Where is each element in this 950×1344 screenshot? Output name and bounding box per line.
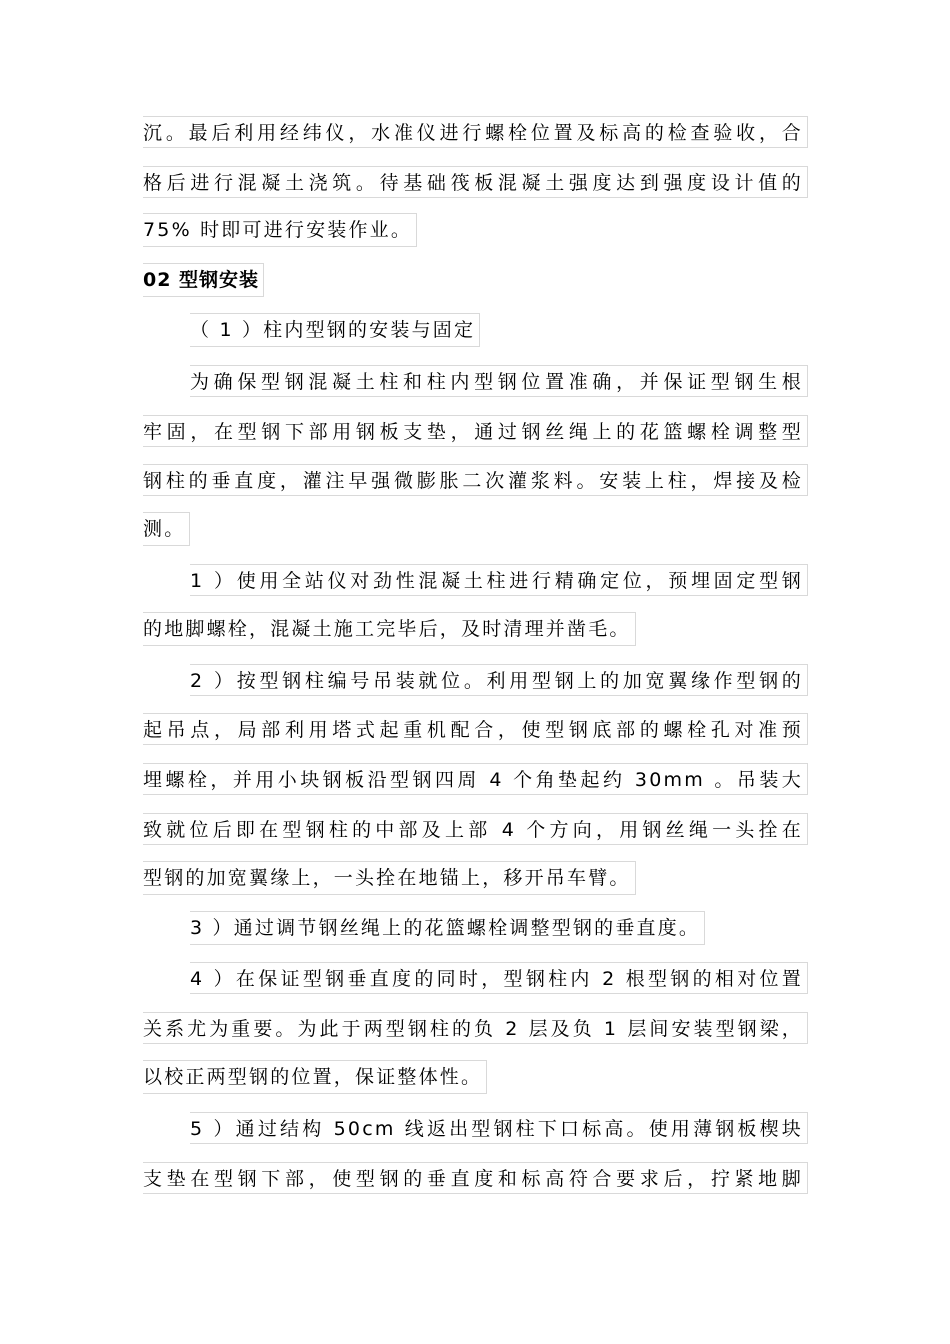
- text-line: [143, 646, 808, 696]
- text-line: [143, 148, 808, 198]
- text-line: [143, 347, 808, 397]
- line-text: 埋螺栓，并用小块钢板沿型钢四周 4 个角垫起约 30mm 。吊装大: [143, 763, 808, 795]
- text-line: [143, 795, 808, 845]
- line-text: 3 ）通过调节钢丝绳上的花篮螺栓调整型钢的垂直度。: [190, 911, 705, 945]
- text-line: [143, 1094, 808, 1144]
- line-text: 的地脚螺栓，混凝土施工完毕后，及时清理并凿毛。: [143, 612, 636, 646]
- line-text: 钢柱的垂直度，灌注早强微膨胀二次灌浆料。安装上柱，焊接及检: [143, 464, 808, 496]
- text-line: [143, 1144, 808, 1194]
- text-line: [143, 696, 808, 746]
- text-line: [143, 945, 808, 995]
- section-heading-text: 02 型钢安装: [143, 263, 264, 297]
- line-text: 致就位后即在型钢柱的中部及上部 4 个方向，用钢丝绳一头拴在: [143, 813, 808, 845]
- line-text: 型钢的加宽翼缘上，一头拴在地锚上，移开吊车臂。: [143, 861, 636, 895]
- line-text: 关系尤为重要。为此于两型钢柱的负 2 层及负 1 层间安装型钢梁，: [143, 1012, 808, 1044]
- line-text: 5 ）通过结构 50cm 线返出型钢柱下口标高。使用薄钢板楔块: [190, 1112, 808, 1144]
- line-text: 4 ）在保证型钢垂直度的同时，型钢柱内 2 根型钢的相对位置: [190, 962, 808, 994]
- subsection-title-text: （ 1 ）柱内型钢的安装与固定: [190, 313, 480, 347]
- line-text: 2 ）按型钢柱编号吊装就位。利用型钢上的加宽翼缘作型钢的: [190, 664, 808, 696]
- text-line: [143, 994, 808, 1044]
- document-page: [143, 98, 808, 1194]
- line-text: 沉。最后利用经纬仪，水准仪进行螺栓位置及标高的检查验收，合: [143, 116, 808, 148]
- text-line: [143, 745, 808, 795]
- text-line: [143, 845, 808, 895]
- text-line: [143, 98, 808, 148]
- line-text: 1 ）使用全站仪对劲性混凝土柱进行精确定位，预埋固定型钢: [190, 564, 808, 596]
- line-text: 格后进行混凝土浇筑。待基础筏板混凝土强度达到强度设计值的: [143, 166, 808, 198]
- section-heading: [143, 247, 808, 297]
- text-line: [143, 496, 808, 546]
- text-line: [143, 895, 808, 945]
- line-text: 为确保型钢混凝土柱和柱内型钢位置准确，并保证型钢生根: [190, 365, 808, 397]
- line-text: 75% 时即可进行安装作业。: [143, 213, 417, 247]
- line-text: 测。: [143, 512, 190, 546]
- text-line: [143, 447, 808, 497]
- line-text: 牢固，在型钢下部用钢板支垫，通过钢丝绳上的花篮螺栓调整型: [143, 415, 808, 447]
- line-text: 支垫在型钢下部，使型钢的垂直度和标高符合要求后，拧紧地脚: [143, 1162, 808, 1194]
- subsection-title: [143, 297, 808, 347]
- text-line: [143, 397, 808, 447]
- line-text: 起吊点，局部利用塔式起重机配合，使型钢底部的螺栓孔对准预: [143, 713, 808, 745]
- text-line: [143, 546, 808, 596]
- text-line: [143, 198, 808, 248]
- text-line: [143, 596, 808, 646]
- text-line: [143, 1044, 808, 1094]
- line-text: 以校正两型钢的位置，保证整体性。: [143, 1060, 487, 1094]
